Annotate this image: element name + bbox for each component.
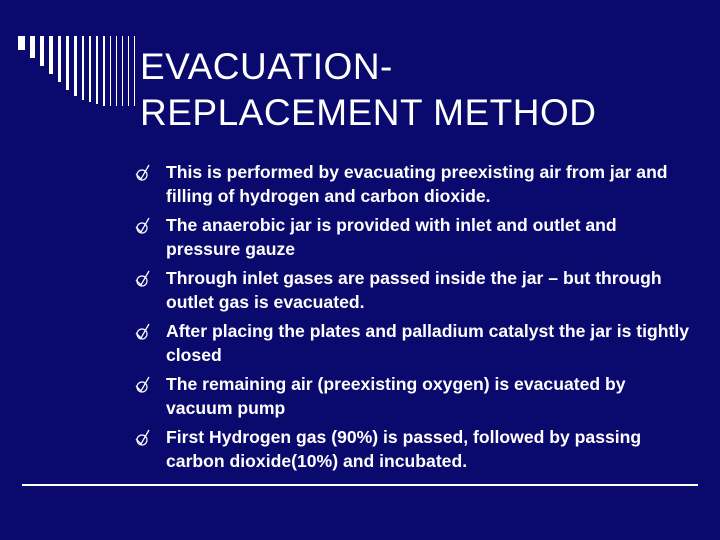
- decorative-stripes: [18, 36, 148, 106]
- bullet-text: Through inlet gases are passed inside the jar – but through outlet gas is evacuated.: [166, 268, 662, 312]
- bullet-text: This is performed by evacuating preexisting air from jar and filling of hydrogen and carbon dioxide.: [166, 162, 668, 206]
- bullet-text: The remaining air (preexisting oxygen) is evacuated by vacuum pump: [166, 374, 626, 418]
- bullet-item: [134, 425, 694, 473]
- bullet-item: [134, 213, 694, 261]
- checkmark-circle-icon: [134, 323, 150, 341]
- bullet-item: [134, 372, 694, 420]
- slide-title-line-2: REPLACEMENT METHOD: [140, 92, 597, 133]
- checkmark-circle-icon: [134, 217, 150, 235]
- checkmark-circle-icon: [134, 376, 150, 394]
- slide-title-line-1: EVACUATION-: [140, 46, 393, 87]
- bullet-list: [134, 160, 694, 478]
- bullet-text: The anaerobic jar is provided with inlet and outlet and pressure gauze: [166, 215, 617, 259]
- bullet-text: First Hydrogen gas (90%) is passed, followed by passing carbon dioxide(10%) and incubated.: [166, 427, 642, 471]
- checkmark-circle-icon: [134, 270, 150, 288]
- bottom-divider: [22, 484, 698, 486]
- bullet-text: After placing the plates and palladium catalyst the jar is tightly closed: [166, 321, 690, 365]
- bullet-item: [134, 160, 694, 208]
- bullet-item: [134, 319, 694, 367]
- bullet-item: [134, 266, 694, 314]
- slide-title: [140, 44, 700, 136]
- checkmark-circle-icon: [134, 164, 150, 182]
- checkmark-circle-icon: [134, 429, 150, 447]
